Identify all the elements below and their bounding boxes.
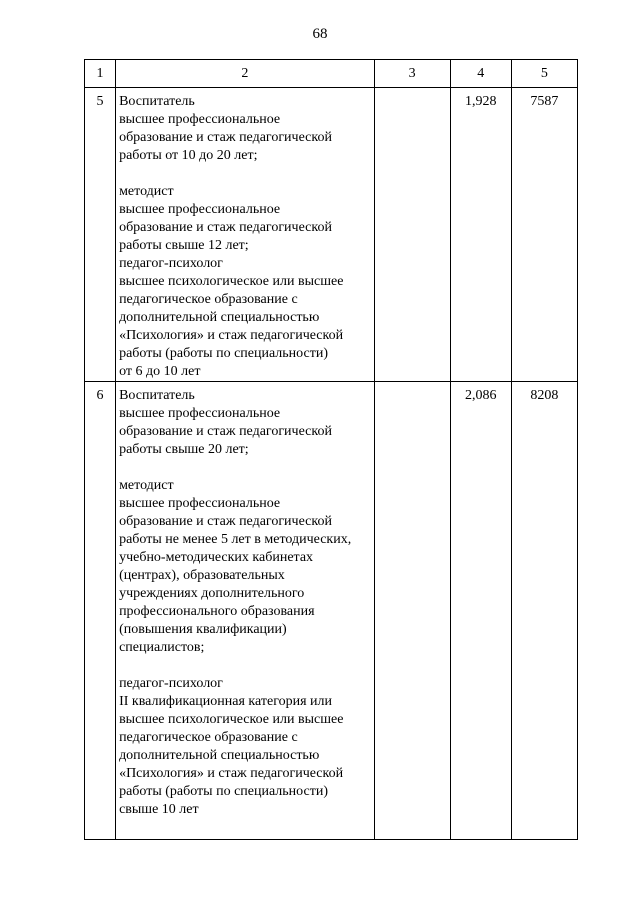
page-number: 68 bbox=[312, 26, 328, 42]
description-line: образование и стаж педагогической bbox=[119, 424, 332, 439]
description-line: методист bbox=[119, 184, 174, 199]
description-line: (центрах), образовательных bbox=[119, 568, 285, 583]
description-line: педагогическое образование с bbox=[119, 292, 298, 307]
amount-cell: 7587 bbox=[511, 88, 577, 382]
description-line: работы от 10 до 20 лет; bbox=[119, 148, 258, 163]
description-line: учебно-методических кабинетах bbox=[119, 550, 314, 565]
description-block bbox=[119, 477, 371, 657]
description-block bbox=[119, 387, 371, 459]
amount-cell: 8208 bbox=[511, 382, 577, 840]
row-number: 5 bbox=[85, 88, 116, 382]
description-block bbox=[119, 675, 371, 819]
description-line: специалистов; bbox=[119, 640, 205, 655]
description-line: образование и стаж педагогической bbox=[119, 514, 332, 529]
description-line: профессионального образования bbox=[119, 604, 315, 619]
coefficient-cell: 2,086 bbox=[450, 382, 511, 840]
description-line: дополнительной специальностью bbox=[119, 748, 320, 763]
coefficient-cell: 1,928 bbox=[450, 88, 511, 382]
description-line: образование и стаж педагогической bbox=[119, 220, 332, 235]
description-line: дополнительной специальностью bbox=[119, 310, 320, 325]
description-line: от 6 до 10 лет bbox=[119, 364, 201, 379]
description-line: высшее профессиональное bbox=[119, 496, 281, 511]
header-cell-1: 1 bbox=[85, 60, 116, 88]
table-row bbox=[85, 382, 578, 840]
description-line: высшее профессиональное bbox=[119, 406, 281, 421]
table-header-row bbox=[85, 60, 578, 88]
empty-cell bbox=[374, 88, 450, 382]
description-line: работы (работы по специальности) bbox=[119, 784, 329, 799]
description-line: методист bbox=[119, 478, 174, 493]
table-row bbox=[85, 88, 578, 382]
salary-table bbox=[84, 59, 578, 840]
row-number: 6 bbox=[85, 382, 116, 840]
description-line: работы свыше 20 лет; bbox=[119, 442, 249, 457]
description-block bbox=[119, 93, 371, 165]
description-line: работы не менее 5 лет в методических, bbox=[119, 532, 352, 547]
description-line: Воспитатель bbox=[119, 94, 195, 109]
description-line: педагог-психолог bbox=[119, 256, 223, 271]
header-cell-5: 5 bbox=[511, 60, 577, 88]
description-line: (повышения квалификации) bbox=[119, 622, 287, 637]
empty-cell bbox=[374, 382, 450, 840]
description-line: II квалификационная категория или bbox=[119, 694, 332, 709]
description-line: высшее психологическое или высшее bbox=[119, 712, 344, 727]
header-cell-3: 3 bbox=[374, 60, 450, 88]
description-line: «Психология» и стаж педагогической bbox=[119, 766, 344, 781]
description-line: учреждениях дополнительного bbox=[119, 586, 305, 601]
description-line: высшее психологическое или высшее bbox=[119, 274, 344, 289]
description-line: высшее профессиональное bbox=[119, 112, 281, 127]
description-block bbox=[119, 183, 371, 381]
header-cell-2: 2 bbox=[116, 60, 375, 88]
header-cell-4: 4 bbox=[450, 60, 511, 88]
description-line: работы свыше 12 лет; bbox=[119, 238, 249, 253]
description-line: Воспитатель bbox=[119, 388, 195, 403]
description-line: высшее профессиональное bbox=[119, 202, 281, 217]
position-description bbox=[116, 88, 375, 382]
description-line: работы (работы по специальности) bbox=[119, 346, 329, 361]
description-line: педагогическое образование с bbox=[119, 730, 298, 745]
position-description bbox=[116, 382, 375, 840]
description-line: «Психология» и стаж педагогической bbox=[119, 328, 344, 343]
description-line: педагог-психолог bbox=[119, 676, 223, 691]
description-line: свыше 10 лет bbox=[119, 802, 199, 817]
description-line: образование и стаж педагогической bbox=[119, 130, 332, 145]
